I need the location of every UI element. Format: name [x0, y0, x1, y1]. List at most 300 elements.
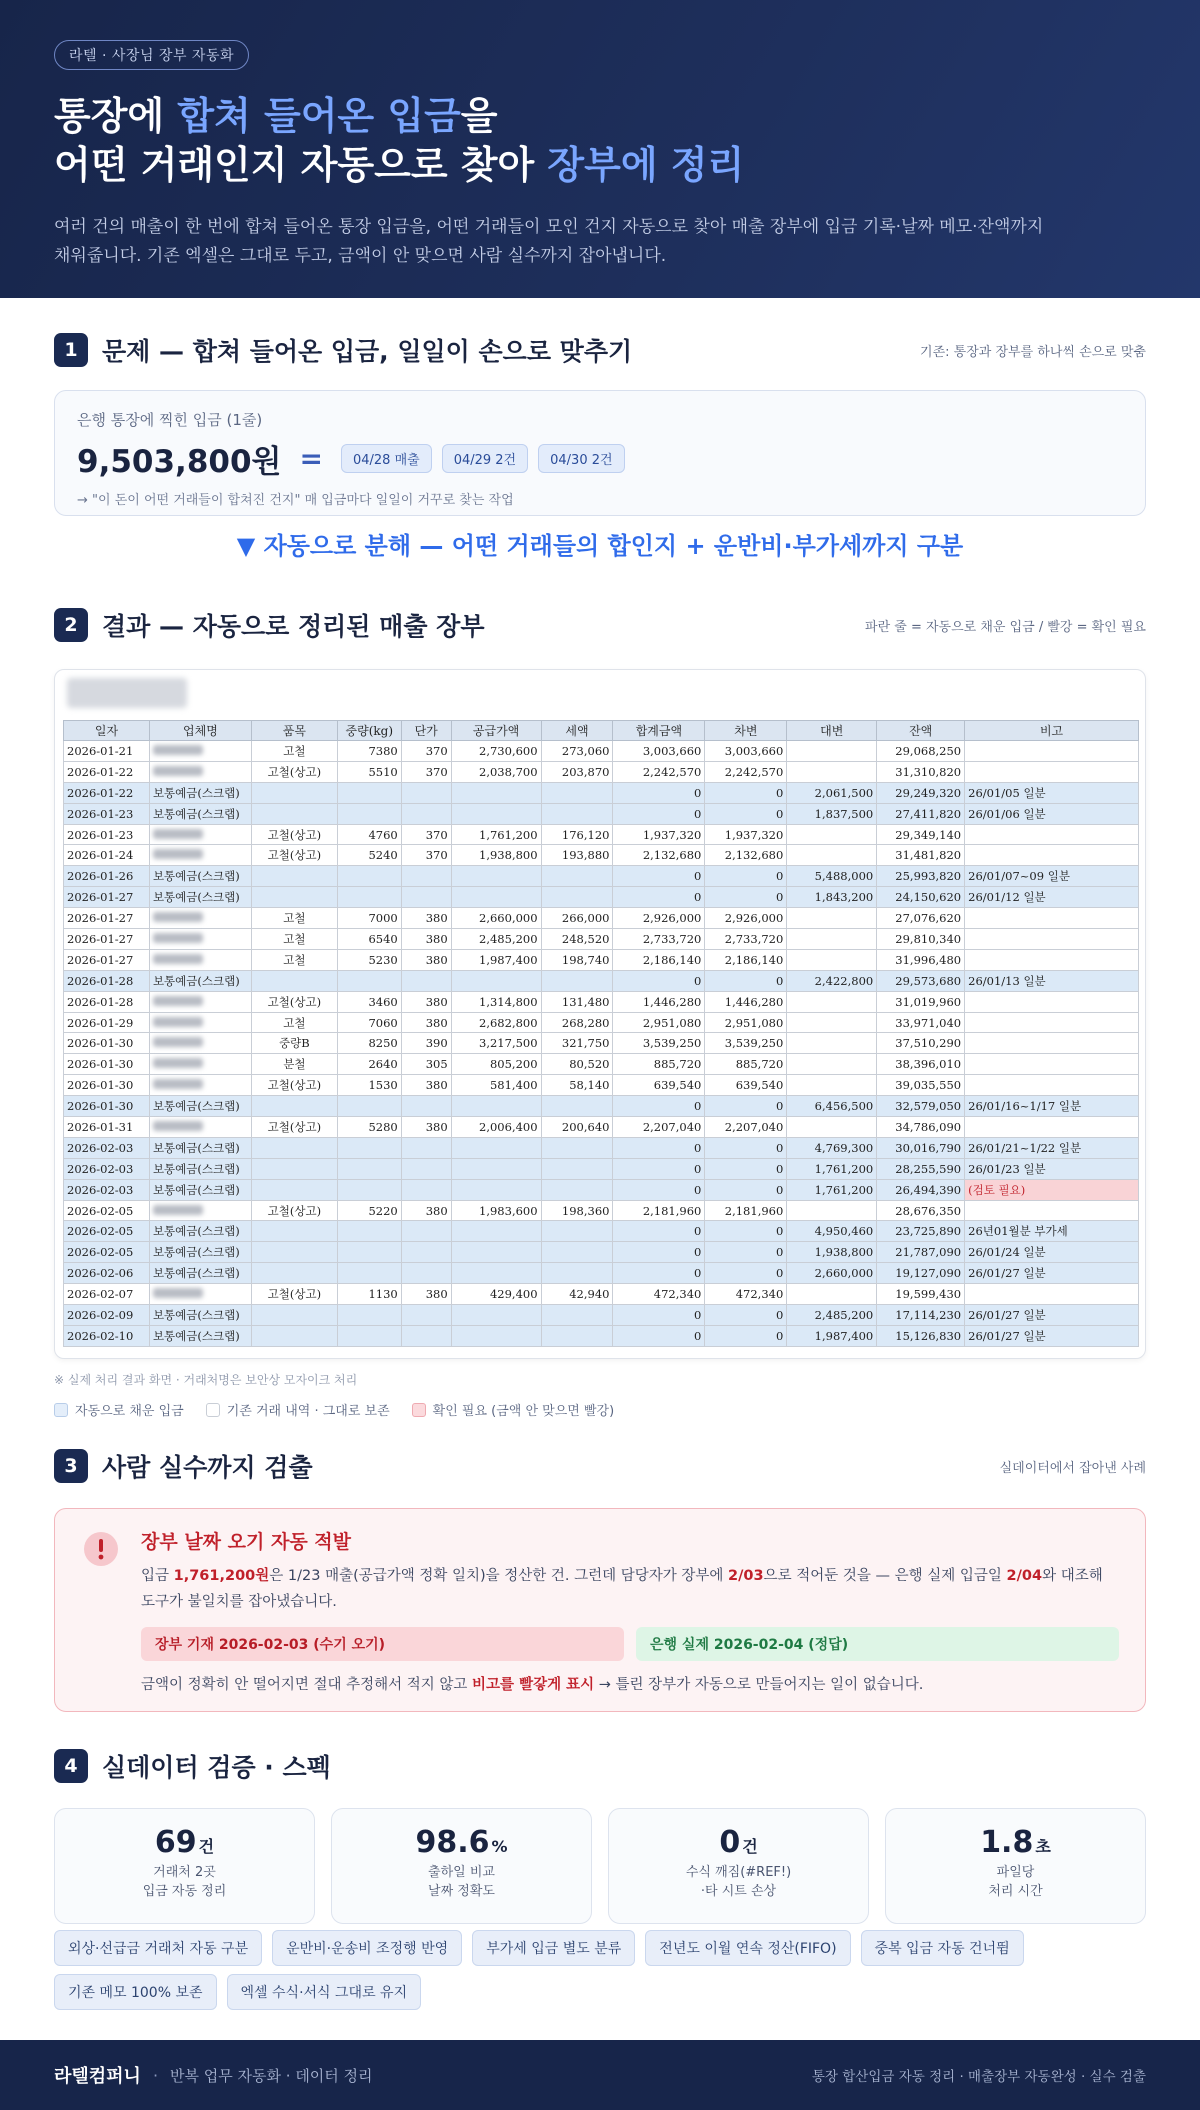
ledger-cell-9: [787, 929, 877, 950]
ledger-cell-1: 보통예금(스크랩): [149, 1179, 251, 1200]
ledger-cell-10: 30,016,790: [877, 1137, 965, 1158]
ledger-cell-6: 198,740: [541, 949, 613, 970]
ledger-cell-9: [787, 1033, 877, 1054]
ledger-header-cell: 중량(kg): [337, 721, 401, 741]
ledger-cell-6: 58,140: [541, 1075, 613, 1096]
ledger-cell-5: [451, 1179, 541, 1200]
ledger-cell-3: 5230: [337, 949, 401, 970]
ledger-cell-2: 고철: [251, 949, 337, 970]
alert-footer: [141, 1673, 1119, 1694]
ledger-cell-2: [251, 1242, 337, 1263]
ledger-cell-8: 472,340: [705, 1284, 787, 1305]
ledger-cell-11: 26/01/13 일분: [965, 970, 1139, 991]
footer-subtitle: 반복 업무 자동화 · 데이터 정리: [170, 2066, 373, 2085]
ledger-cell-5: 581,400: [451, 1075, 541, 1096]
ledger-cell-1: 보통예금(스크랩): [149, 1137, 251, 1158]
mosaic-block: [153, 1079, 203, 1089]
ledger-cell-2: 중량B: [251, 1033, 337, 1054]
ledger-legend: [54, 1400, 1146, 1419]
section-problem: [0, 332, 1200, 561]
section-number: 1: [54, 333, 88, 367]
ledger-cell-1: 보통예금(스크랩): [149, 1242, 251, 1263]
ledger-cell-9: 1,761,200: [787, 1179, 877, 1200]
ledger-cell-3: 5280: [337, 1117, 401, 1138]
ledger-row-auto-deposit: [64, 1096, 1139, 1117]
blurred-sheet-title: [67, 678, 187, 708]
ledger-cell-8: 0: [705, 1242, 787, 1263]
hero-banner: [0, 0, 1200, 298]
ledger-cell-7: 2,186,140: [613, 949, 705, 970]
ledger-cell-7: 0: [613, 866, 705, 887]
ledger-cell-7: 0: [613, 1242, 705, 1263]
ledger-cell-7: 1,937,320: [613, 824, 705, 845]
ledger-cell-5: 3,217,500: [451, 1033, 541, 1054]
ledger-cell-3: 7060: [337, 1012, 401, 1033]
ledger-row: [64, 1075, 1139, 1096]
ledger-row-auto-deposit: [64, 866, 1139, 887]
hero-title-highlight: 합쳐 들어온 입금: [177, 94, 461, 138]
ledger-cell-11: [965, 929, 1139, 950]
ledger-cell-0: 2026-01-27: [64, 908, 150, 929]
ledger-row: [64, 741, 1139, 762]
ledger-cell-3: [337, 1263, 401, 1284]
ledger-screenshot: [54, 669, 1146, 1359]
ledger-header-cell: 비고: [965, 721, 1139, 741]
ledger-cell-4: [401, 866, 451, 887]
mosaic-block: [153, 1058, 203, 1068]
ledger-header-cell: 세액: [541, 721, 613, 741]
ledger-cell-0: 2026-02-05: [64, 1242, 150, 1263]
stat-value: 1.8: [980, 1825, 1034, 1860]
ledger-cell-2: 고철(상고): [251, 845, 337, 866]
ledger-cell-4: [401, 887, 451, 908]
ledger-cell-6: 203,870: [541, 761, 613, 782]
section-note: 실데이터에서 잡아낸 사례: [999, 1460, 1146, 1476]
stat-unit: %: [491, 1837, 508, 1856]
ledger-cell-11: 26/01/24 일분: [965, 1242, 1139, 1263]
ledger-cell-1: 보통예금(스크랩): [149, 1158, 251, 1179]
ledger-row: [64, 991, 1139, 1012]
ledger-cell-1: 보통예금(스크랩): [149, 866, 251, 887]
ledger-cell-9: [787, 824, 877, 845]
ledger-cell-5: 429,400: [451, 1284, 541, 1305]
ledger-cell-2: 고철(상고): [251, 761, 337, 782]
ledger-cell-6: [541, 970, 613, 991]
ledger-cell-10: 25,993,820: [877, 866, 965, 887]
ledger-cell-8: 0: [705, 1221, 787, 1242]
ledger-cell-3: 1130: [337, 1284, 401, 1305]
ledger-cell-2: [251, 1096, 337, 1117]
ledger-cell-9: [787, 991, 877, 1012]
mosaic-block: [153, 829, 203, 839]
ledger-row-auto-deposit: [64, 782, 1139, 803]
ledger-cell-8: 2,951,080: [705, 1012, 787, 1033]
mosaic-block: [153, 1205, 203, 1215]
ledger-cell-5: 1,761,200: [451, 824, 541, 845]
ledger-cell-10: 24,150,620: [877, 887, 965, 908]
ledger-cell-6: [541, 1179, 613, 1200]
alert-text: 은 1/23 매출(공급가액 정확 일치)을 정산한 건. 그런데 담당자가 장부에: [269, 1568, 729, 1584]
section-title: 사람 실수까지 검출: [102, 1453, 313, 1482]
ledger-cell-9: [787, 908, 877, 929]
ledger-cell-11: [965, 1012, 1139, 1033]
ledger-cell-7: 2,207,040: [613, 1117, 705, 1138]
section-result: [0, 607, 1200, 1419]
ledger-cell-5: [451, 1221, 541, 1242]
ledger-cell-2: [251, 803, 337, 824]
ledger-cell-0: 2026-01-23: [64, 824, 150, 845]
ledger-cell-11: 26/01/05 일분: [965, 782, 1139, 803]
ledger-cell-9: [787, 1284, 877, 1305]
ledger-cell-0: 2026-02-07: [64, 1284, 150, 1305]
ledger-cell-6: 42,940: [541, 1284, 613, 1305]
mosaic-note: ※ 실제 처리 결과 화면 · 거래처명은 보안상 모자이크 처리: [54, 1373, 358, 1387]
ledger-cell-6: 176,120: [541, 824, 613, 845]
ledger-cell-2: [251, 782, 337, 803]
ledger-cell-6: 198,360: [541, 1200, 613, 1221]
bank-actual-date-pill: 은행 실제 2026-02-04 (정답): [636, 1627, 1119, 1661]
stat-card: [608, 1808, 869, 1924]
ledger-cell-4: 370: [401, 845, 451, 866]
ledger-cell-9: [787, 741, 877, 762]
ledger-cell-10: 29,810,340: [877, 929, 965, 950]
ledger-cell-3: 5240: [337, 845, 401, 866]
ledger-cell-7: 639,540: [613, 1075, 705, 1096]
ledger-cell-2: [251, 1221, 337, 1242]
ledger-cell-4: [401, 1325, 451, 1346]
ledger-row-auto-deposit: [64, 1263, 1139, 1284]
ledger-cell-5: [451, 887, 541, 908]
ledger-row: [64, 1033, 1139, 1054]
ledger-cell-2: [251, 1137, 337, 1158]
ledger-cell-mosaic: [149, 908, 251, 929]
ledger-cell-8: 2,926,000: [705, 908, 787, 929]
ledger-cell-4: 380: [401, 949, 451, 970]
ledger-cell-1: 보통예금(스크랩): [149, 803, 251, 824]
ledger-cell-7: 3,003,660: [613, 741, 705, 762]
ledger-cell-11: [965, 845, 1139, 866]
mosaic-block: [153, 996, 203, 1006]
ledger-cell-0: 2026-02-03: [64, 1179, 150, 1200]
bank-hint: → "이 돈이 어떤 거래들이 합쳐진 건지" 매 입금마다 일일이 거꾸로 찾는 작업: [77, 493, 514, 508]
sales-ledger-table: [63, 720, 1139, 1347]
ledger-cell-0: 2026-01-21: [64, 741, 150, 762]
ledger-cell-10: 31,310,820: [877, 761, 965, 782]
hero-title-text: 통장에: [54, 94, 178, 138]
ledger-cell-mosaic: [149, 845, 251, 866]
ledger-cell-6: [541, 1096, 613, 1117]
alert-title: 장부 날짜 오기 자동 적발: [141, 1531, 351, 1553]
ledger-cell-3: 5510: [337, 761, 401, 782]
ledger-header-cell: 대변: [787, 721, 877, 741]
ledger-cell-5: [451, 1158, 541, 1179]
ledger-cell-10: 19,127,090: [877, 1263, 965, 1284]
ledger-header-cell: 업체명: [149, 721, 251, 741]
ledger-cell-8: 3,003,660: [705, 741, 787, 762]
ledger-cell-3: [337, 866, 401, 887]
ledger-cell-10: 28,255,590: [877, 1158, 965, 1179]
ledger-cell-1: 보통예금(스크랩): [149, 782, 251, 803]
ledger-cell-5: 1,938,800: [451, 845, 541, 866]
ledger-cell-5: [451, 1263, 541, 1284]
feature-tag: 엑셀 수식·서식 그대로 유지: [227, 1974, 422, 2010]
ledger-row-auto-deposit: [64, 970, 1139, 991]
ledger-cell-6: 268,280: [541, 1012, 613, 1033]
ledger-cell-11: [965, 824, 1139, 845]
alert-text: 으로 적어둔 것을 — 은행 실제 입금일: [763, 1568, 1007, 1584]
ledger-cell-3: [337, 1137, 401, 1158]
ledger-cell-9: 4,950,460: [787, 1221, 877, 1242]
ledger-cell-10: 39,035,550: [877, 1075, 965, 1096]
ledger-cell-8: 0: [705, 970, 787, 991]
ledger-cell-10: 31,996,480: [877, 949, 965, 970]
alert-text: 입금: [141, 1568, 174, 1584]
ledger-cell-11: 26년01월분 부가세: [965, 1221, 1139, 1242]
hero-title: [54, 92, 1146, 191]
stat-card: [885, 1808, 1146, 1924]
ledger-header-cell: 잔액: [877, 721, 965, 741]
alert-right-date: 2/04: [1006, 1568, 1043, 1584]
auto-split-banner: ▼ 자동으로 분해 — 어떤 거래들의 합인지 + 운반비·부가세까지 구분: [236, 532, 964, 560]
ledger-cell-11: (검토 필요): [965, 1179, 1139, 1200]
ledger-cell-4: 370: [401, 761, 451, 782]
ledger-cell-1: 보통예금(스크랩): [149, 1096, 251, 1117]
ledger-cell-8: 3,539,250: [705, 1033, 787, 1054]
footer-summary: 통장 합산입금 자동 정리 · 매출장부 자동완성 · 실수 검출: [811, 2069, 1146, 2085]
ledger-cell-2: 고철: [251, 929, 337, 950]
ledger-cell-9: 6,456,500: [787, 1096, 877, 1117]
ledger-cell-0: 2026-02-03: [64, 1158, 150, 1179]
ledger-cell-9: [787, 1200, 877, 1221]
ledger-cell-8: 2,733,720: [705, 929, 787, 950]
ledger-cell-mosaic: [149, 949, 251, 970]
ledger-cell-10: 29,249,320: [877, 782, 965, 803]
ledger-cell-7: 0: [613, 887, 705, 908]
ledger-cell-9: 2,422,800: [787, 970, 877, 991]
sales-chip: 04/28 매출: [341, 444, 432, 473]
alert-body: [141, 1563, 1119, 1615]
ledger-cell-mosaic: [149, 824, 251, 845]
ledger-cell-4: [401, 1158, 451, 1179]
legend-existing: [206, 1400, 390, 1419]
ledger-cell-7: 0: [613, 1158, 705, 1179]
ledger-cell-3: [337, 1221, 401, 1242]
ledger-cell-11: [965, 1075, 1139, 1096]
ledger-written-date-pill: 장부 기재 2026-02-03 (수기 오기): [141, 1627, 624, 1661]
alert-text: → 틀린 장부가 자동으로 만들어지는 일이 없습니다.: [594, 1677, 924, 1694]
ledger-cell-3: [337, 1179, 401, 1200]
ledger-row-auto-deposit: [64, 887, 1139, 908]
ledger-cell-mosaic: [149, 1054, 251, 1075]
mosaic-block: [153, 933, 203, 943]
ledger-cell-3: [337, 1242, 401, 1263]
ledger-cell-0: 2026-02-06: [64, 1263, 150, 1284]
ledger-cell-8: 0: [705, 803, 787, 824]
ledger-cell-7: 0: [613, 1137, 705, 1158]
ledger-cell-11: [965, 1054, 1139, 1075]
ledger-cell-9: 1,843,200: [787, 887, 877, 908]
ledger-cell-8: 0: [705, 1137, 787, 1158]
ledger-cell-11: [965, 761, 1139, 782]
ledger-cell-8: 0: [705, 1158, 787, 1179]
stat-label: 날짜 정확도: [428, 1883, 495, 1899]
feature-tag: 운반비·운송비 조정행 반영: [272, 1930, 462, 1966]
bank-deposit-label: 은행 통장에 찍힌 입금 (1줄): [77, 411, 263, 429]
ledger-cell-7: 0: [613, 1263, 705, 1284]
ledger-cell-1: 보통예금(스크랩): [149, 1305, 251, 1326]
ledger-cell-2: 고철: [251, 908, 337, 929]
ledger-cell-9: [787, 761, 877, 782]
ledger-cell-0: 2026-02-09: [64, 1305, 150, 1326]
ledger-cell-4: [401, 970, 451, 991]
ledger-cell-3: 2640: [337, 1054, 401, 1075]
ledger-cell-11: [965, 1033, 1139, 1054]
ledger-cell-2: [251, 866, 337, 887]
ledger-cell-1: 보통예금(스크랩): [149, 1221, 251, 1242]
ledger-cell-mosaic: [149, 1200, 251, 1221]
ledger-cell-9: 2,660,000: [787, 1263, 877, 1284]
equals-sign: =: [299, 442, 323, 475]
ledger-cell-7: 2,733,720: [613, 929, 705, 950]
ledger-cell-9: [787, 1075, 877, 1096]
legend-swatch-red: [412, 1403, 426, 1417]
ledger-cell-11: 26/01/27 일분: [965, 1305, 1139, 1326]
ledger-cell-7: 0: [613, 1325, 705, 1346]
ledger-row-auto-deposit: [64, 1179, 1139, 1200]
ledger-cell-3: [337, 782, 401, 803]
ledger-cell-4: 380: [401, 1284, 451, 1305]
ledger-cell-4: [401, 782, 451, 803]
ledger-cell-4: [401, 1263, 451, 1284]
stat-value: 69: [154, 1825, 197, 1860]
ledger-cell-7: 0: [613, 1305, 705, 1326]
ledger-cell-8: 1,446,280: [705, 991, 787, 1012]
ledger-cell-0: 2026-01-30: [64, 1075, 150, 1096]
section-error-detection: [0, 1448, 1200, 1712]
legend-label: 자동으로 채운 입금: [75, 1404, 184, 1419]
mosaic-block: [153, 912, 203, 922]
ledger-cell-0: 2026-01-26: [64, 866, 150, 887]
ledger-cell-8: 0: [705, 1179, 787, 1200]
ledger-cell-6: [541, 1325, 613, 1346]
ledger-cell-8: 2,207,040: [705, 1117, 787, 1138]
ledger-cell-8: 2,186,140: [705, 949, 787, 970]
stat-unit: 건: [742, 1837, 758, 1856]
mosaic-block: [153, 1037, 203, 1047]
ledger-cell-5: 2,038,700: [451, 761, 541, 782]
section-note: 기존: 통장과 장부를 하나씩 손으로 맞춤: [920, 344, 1146, 360]
ledger-cell-0: 2026-01-23: [64, 803, 150, 824]
ledger-cell-5: 1,987,400: [451, 949, 541, 970]
legend-label: 확인 필요 (금액 안 맞으면 빨강): [432, 1404, 615, 1419]
ledger-cell-9: 5,488,000: [787, 866, 877, 887]
ledger-cell-10: 32,579,050: [877, 1096, 965, 1117]
ledger-cell-8: 0: [705, 1305, 787, 1326]
ledger-cell-0: 2026-01-28: [64, 970, 150, 991]
ledger-cell-10: 29,068,250: [877, 741, 965, 762]
ledger-cell-3: [337, 1325, 401, 1346]
ledger-cell-8: 0: [705, 782, 787, 803]
ledger-cell-2: [251, 1179, 337, 1200]
ledger-cell-2: [251, 970, 337, 991]
ledger-cell-0: 2026-02-05: [64, 1221, 150, 1242]
ledger-cell-2: [251, 1305, 337, 1326]
ledger-cell-11: 26/01/21~1/22 일분: [965, 1137, 1139, 1158]
ledger-cell-5: [451, 1305, 541, 1326]
ledger-cell-mosaic: [149, 1117, 251, 1138]
ledger-cell-0: 2026-01-31: [64, 1117, 150, 1138]
ledger-cell-3: 6540: [337, 929, 401, 950]
ledger-cell-6: [541, 1221, 613, 1242]
footer-brand: 라텔컴퍼니: [54, 2066, 141, 2087]
ledger-cell-7: 472,340: [613, 1284, 705, 1305]
ledger-cell-5: 2,730,600: [451, 741, 541, 762]
section-title: 실데이터 검증 · 스펙: [102, 1753, 331, 1782]
ledger-cell-5: 2,682,800: [451, 1012, 541, 1033]
ledger-row-auto-deposit: [64, 1221, 1139, 1242]
ledger-cell-1: 보통예금(스크랩): [149, 1263, 251, 1284]
ledger-row: [64, 1054, 1139, 1075]
ledger-cell-9: 1,837,500: [787, 803, 877, 824]
ledger-cell-8: 0: [705, 1263, 787, 1284]
ledger-cell-10: 38,396,010: [877, 1054, 965, 1075]
ledger-cell-mosaic: [149, 1012, 251, 1033]
ledger-cell-8: 0: [705, 887, 787, 908]
ledger-row-auto-deposit: [64, 1305, 1139, 1326]
ledger-row: [64, 908, 1139, 929]
mosaic-block: [153, 1017, 203, 1027]
ledger-cell-11: [965, 949, 1139, 970]
ledger-row: [64, 929, 1139, 950]
ledger-cell-6: 321,750: [541, 1033, 613, 1054]
ledger-cell-3: [337, 803, 401, 824]
footer: [0, 2040, 1200, 2110]
ledger-cell-8: 1,937,320: [705, 824, 787, 845]
section-title: 결과 — 자동으로 정리된 매출 장부: [102, 612, 485, 641]
legend-warn: [412, 1400, 615, 1419]
ledger-cell-2: [251, 887, 337, 908]
stat-card: [331, 1808, 592, 1924]
ledger-cell-4: [401, 1305, 451, 1326]
section-number: 3: [54, 1449, 88, 1483]
ledger-cell-10: 37,510,290: [877, 1033, 965, 1054]
ledger-row-auto-deposit: [64, 1242, 1139, 1263]
ledger-cell-6: [541, 803, 613, 824]
ledger-cell-4: 370: [401, 824, 451, 845]
ledger-cell-5: 2,660,000: [451, 908, 541, 929]
ledger-cell-5: 2,485,200: [451, 929, 541, 950]
alert-emphasis: 비고를 빨갛게 표시: [472, 1677, 595, 1694]
ledger-cell-mosaic: [149, 761, 251, 782]
stat-label: 수식 깨짐(#REF!): [685, 1865, 792, 1880]
ledger-cell-3: 7380: [337, 741, 401, 762]
mosaic-block: [153, 1121, 203, 1131]
ledger-cell-2: 고철: [251, 1012, 337, 1033]
ledger-cell-2: [251, 1158, 337, 1179]
ledger-header-cell: 합계금액: [613, 721, 705, 741]
ledger-cell-9: 1,938,800: [787, 1242, 877, 1263]
section-title: 문제 — 합쳐 들어온 입금, 일일이 손으로 맞추기: [102, 337, 633, 366]
ledger-cell-6: 200,640: [541, 1117, 613, 1138]
ledger-cell-7: 885,720: [613, 1054, 705, 1075]
ledger-cell-7: 0: [613, 1096, 705, 1117]
ledger-cell-9: 2,061,500: [787, 782, 877, 803]
ledger-row-auto-deposit: [64, 803, 1139, 824]
date-error-alert-card: [54, 1508, 1146, 1712]
ledger-cell-11: [965, 1200, 1139, 1221]
ledger-cell-6: [541, 1242, 613, 1263]
ledger-cell-4: [401, 1221, 451, 1242]
